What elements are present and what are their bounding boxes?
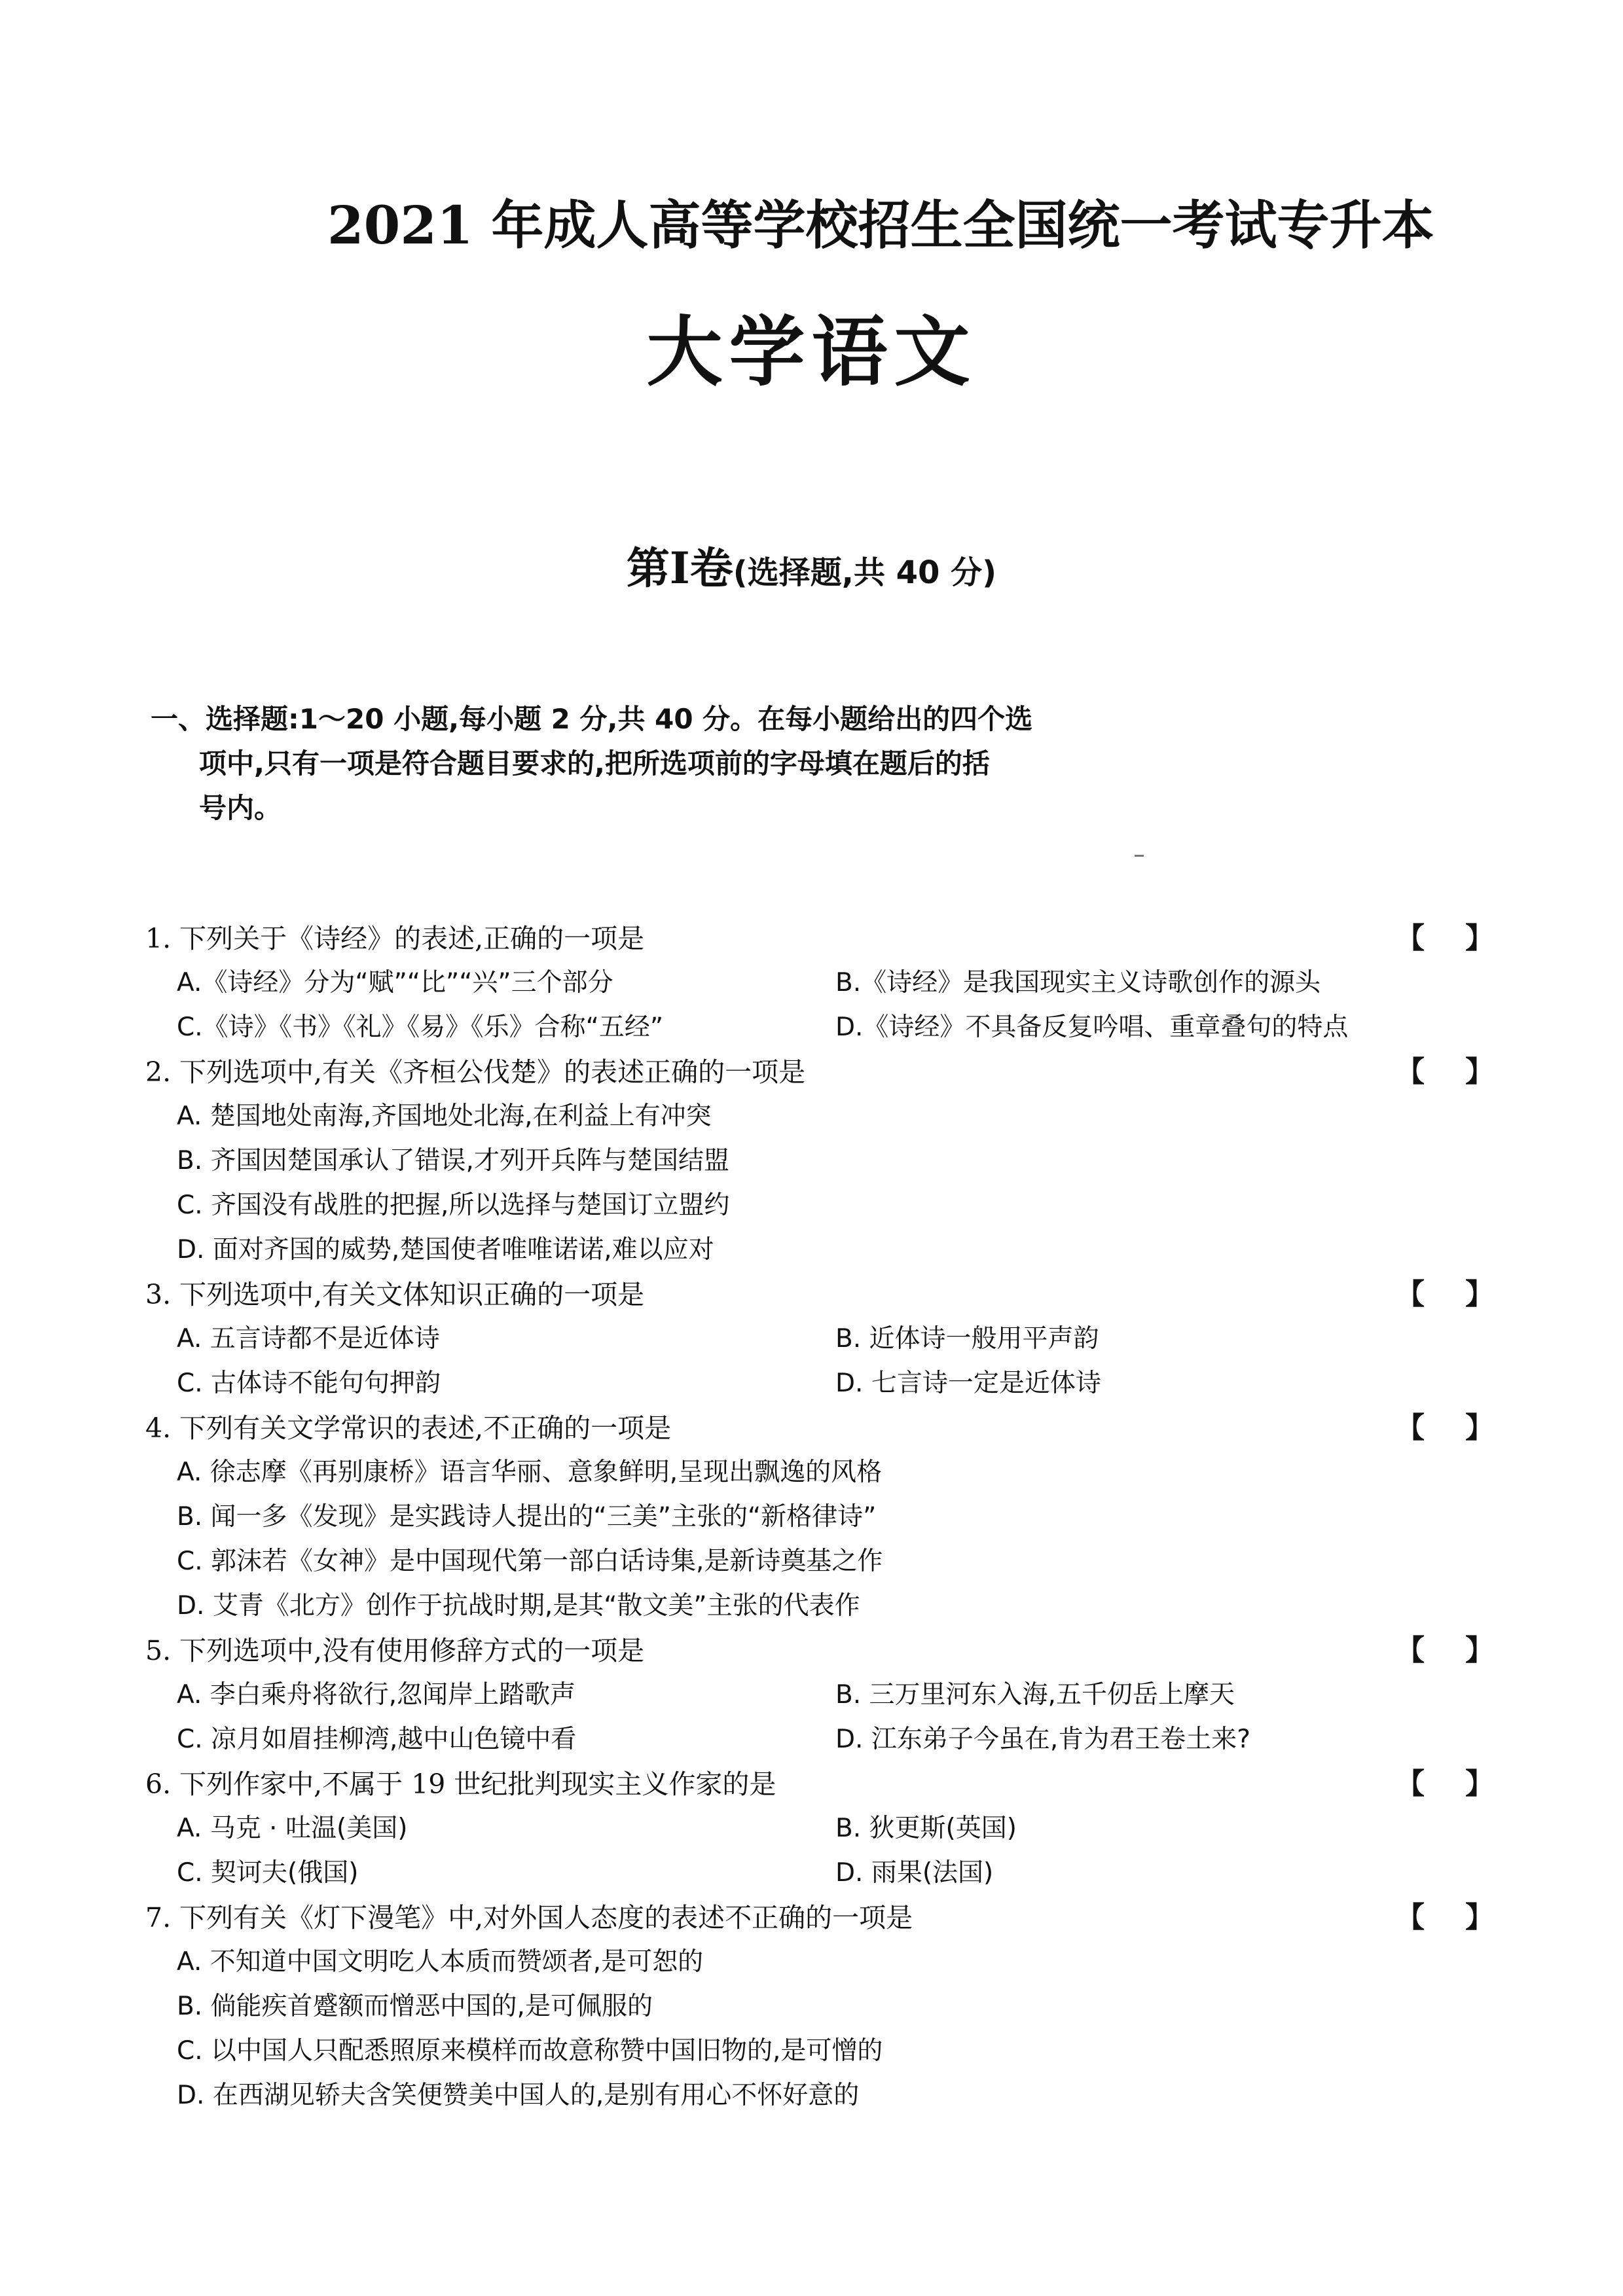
option-c: C. 齐国没有战胜的把握,所以选择与楚国订立盟约 xyxy=(177,1191,730,1220)
option-row xyxy=(145,1139,1494,1183)
option-row xyxy=(145,1717,1494,1762)
option-row xyxy=(145,1450,1494,1495)
option-row xyxy=(145,961,1494,1005)
question-3 xyxy=(145,1272,1494,1406)
question-4 xyxy=(145,1406,1494,1628)
option-c: C. 古体诗不能句句押韵 xyxy=(177,1369,441,1398)
question-text: 7. 下列有关《灯下漫笔》中,对外国人态度的表述不正确的一项是 xyxy=(145,1902,913,1933)
bracket-close: 】 xyxy=(1465,1634,1494,1667)
bracket-open: 【 xyxy=(1396,1278,1425,1311)
option-row xyxy=(145,2029,1494,2073)
answer-bracket[interactable] xyxy=(1396,1628,1494,1673)
option-row xyxy=(145,1584,1494,1628)
bracket-close: 】 xyxy=(1465,1411,1494,1444)
question-6 xyxy=(145,1762,1494,1895)
answer-bracket[interactable] xyxy=(1396,916,1494,961)
answer-bracket[interactable] xyxy=(1396,1895,1494,1940)
option-b: B. 倘能疾首蹙额而憎恶中国的,是可佩服的 xyxy=(177,1992,653,2021)
option-d: D. 艾青《北方》创作于抗战时期,是其“散文美”主张的代表作 xyxy=(177,1591,860,1621)
option-row xyxy=(145,1539,1494,1584)
question-text: 1. 下列关于《诗经》的表述,正确的一项是 xyxy=(145,923,645,954)
option-row xyxy=(145,1228,1494,1272)
option-c: C. 契诃夫(俄国) xyxy=(177,1858,359,1888)
question-list xyxy=(145,916,1494,2118)
bracket-close: 】 xyxy=(1465,922,1494,955)
option-row xyxy=(145,1495,1494,1539)
bracket-open: 【 xyxy=(1396,1634,1425,1667)
instruction-line: 号内。 xyxy=(199,792,282,824)
answer-bracket[interactable] xyxy=(1396,1272,1494,1317)
option-row xyxy=(145,1940,1494,1984)
option-d: D. 七言诗一定是近体诗 xyxy=(835,1369,1101,1398)
instruction-line: 项中,只有一项是符合题目要求的,把所选项前的字母填在题后的括 xyxy=(199,747,990,780)
question-2 xyxy=(145,1050,1494,1272)
option-row xyxy=(145,1183,1494,1228)
exam-title: 2021 年成人高等学校招生全国统一考试专升本 xyxy=(327,194,1434,256)
volume-heading xyxy=(0,533,1623,596)
option-a: A. 李白乘舟将欲行,忽闻岸上踏歌声 xyxy=(177,1680,576,1710)
scan-mark xyxy=(1135,855,1144,857)
option-c: C. 以中国人只配悉照原来模样而故意称赞中国旧物的,是可憎的 xyxy=(177,2036,883,2066)
option-b: B.《诗经》是我国现实主义诗歌创作的源头 xyxy=(835,968,1321,997)
bracket-open: 【 xyxy=(1396,1055,1425,1088)
question-text: 3. 下列选项中,有关文体知识正确的一项是 xyxy=(145,1279,645,1310)
question-stem xyxy=(145,1272,1494,1317)
option-d: D. 面对齐国的威势,楚国使者唯唯诺诺,难以应对 xyxy=(177,1235,714,1265)
volume-note: (选择题,共 40 分) xyxy=(733,554,997,591)
option-d: D. 在西湖见轿夫含笑便赞美中国人的,是别有用心不怀好意的 xyxy=(177,2081,860,2110)
option-row xyxy=(145,1317,1494,1361)
answer-bracket[interactable] xyxy=(1396,1050,1494,1094)
option-a: A. 马克 · 吐温(美国) xyxy=(177,1814,408,1843)
answer-bracket[interactable] xyxy=(1396,1762,1494,1806)
option-row xyxy=(145,1673,1494,1717)
question-5 xyxy=(145,1628,1494,1762)
question-stem xyxy=(145,1406,1494,1450)
option-a: A. 徐志摩《再别康桥》语言华丽、意象鲜明,呈现出飘逸的风格 xyxy=(177,1458,883,1487)
instruction-line: 一、选择题:1～20 小题,每小题 2 分,共 40 分。在每小题给出的四个选 xyxy=(151,703,1033,735)
bracket-open: 【 xyxy=(1396,1411,1425,1444)
section-instructions xyxy=(151,697,1172,831)
question-stem xyxy=(145,1895,1494,1940)
bracket-open: 【 xyxy=(1396,1767,1425,1801)
option-c: C. 郭沫若《女神》是中国现代第一部白话诗集,是新诗奠基之作 xyxy=(177,1547,883,1576)
option-row xyxy=(145,1361,1494,1406)
option-row xyxy=(145,1005,1494,1050)
option-b: B. 近体诗一般用平声韵 xyxy=(835,1324,1099,1354)
question-text: 6. 下列作家中,不属于 19 世纪批判现实主义作家的是 xyxy=(145,1768,776,1800)
question-text: 5. 下列选项中,没有使用修辞方式的一项是 xyxy=(145,1635,645,1666)
option-b: B. 狄更斯(英国) xyxy=(835,1814,1017,1843)
option-a: A. 楚国地处南海,齐国地处北海,在利益上有冲突 xyxy=(177,1102,712,1131)
option-c: C.《诗》《书》《礼》《易》《乐》合称“五经” xyxy=(177,1013,664,1042)
option-row xyxy=(145,1094,1494,1139)
option-b: B. 三万里河东入海,五千仞岳上摩天 xyxy=(835,1680,1235,1710)
bracket-close: 】 xyxy=(1465,1055,1494,1088)
option-a: A. 不知道中国文明吃人本质而赞颂者,是可恕的 xyxy=(177,1947,704,1977)
option-row xyxy=(145,1984,1494,2029)
question-stem xyxy=(145,1762,1494,1806)
bracket-close: 】 xyxy=(1465,1767,1494,1801)
bracket-open: 【 xyxy=(1396,922,1425,955)
question-stem xyxy=(145,1628,1494,1673)
option-c: C. 凉月如眉挂柳湾,越中山色镜中看 xyxy=(177,1725,577,1754)
option-d: D.《诗经》不具备反复吟唱、重章叠句的特点 xyxy=(835,1013,1349,1042)
question-stem xyxy=(145,916,1494,961)
volume-label: 第Ⅰ卷 xyxy=(626,543,733,594)
question-stem xyxy=(145,1050,1494,1094)
option-row xyxy=(145,1851,1494,1895)
question-text: 4. 下列有关文学常识的表述,不正确的一项是 xyxy=(145,1412,672,1444)
bracket-close: 】 xyxy=(1465,1901,1494,1934)
question-text: 2. 下列选项中,有关《齐桓公伐楚》的表述正确的一项是 xyxy=(145,1056,806,1088)
option-row xyxy=(145,2073,1494,2118)
option-b: B. 闻一多《发现》是实践诗人提出的“三美”主张的“新格律诗” xyxy=(177,1502,877,1532)
option-d: D. 江东弟子今虽在,肯为君王卷土来? xyxy=(835,1725,1250,1754)
option-b: B. 齐国因楚国承认了错误,才列开兵阵与楚国结盟 xyxy=(177,1146,729,1175)
answer-bracket[interactable] xyxy=(1396,1406,1494,1450)
question-1 xyxy=(145,916,1494,1050)
option-row xyxy=(145,1806,1494,1851)
option-a: A.《诗经》分为“赋”“比”“兴”三个部分 xyxy=(177,968,613,997)
option-a: A. 五言诗都不是近体诗 xyxy=(177,1324,440,1354)
question-7 xyxy=(145,1895,1494,2118)
bracket-close: 】 xyxy=(1465,1278,1494,1311)
option-d: D. 雨果(法国) xyxy=(835,1858,994,1888)
subject-title: 大学语文 xyxy=(646,308,977,397)
bracket-open: 【 xyxy=(1396,1901,1425,1934)
